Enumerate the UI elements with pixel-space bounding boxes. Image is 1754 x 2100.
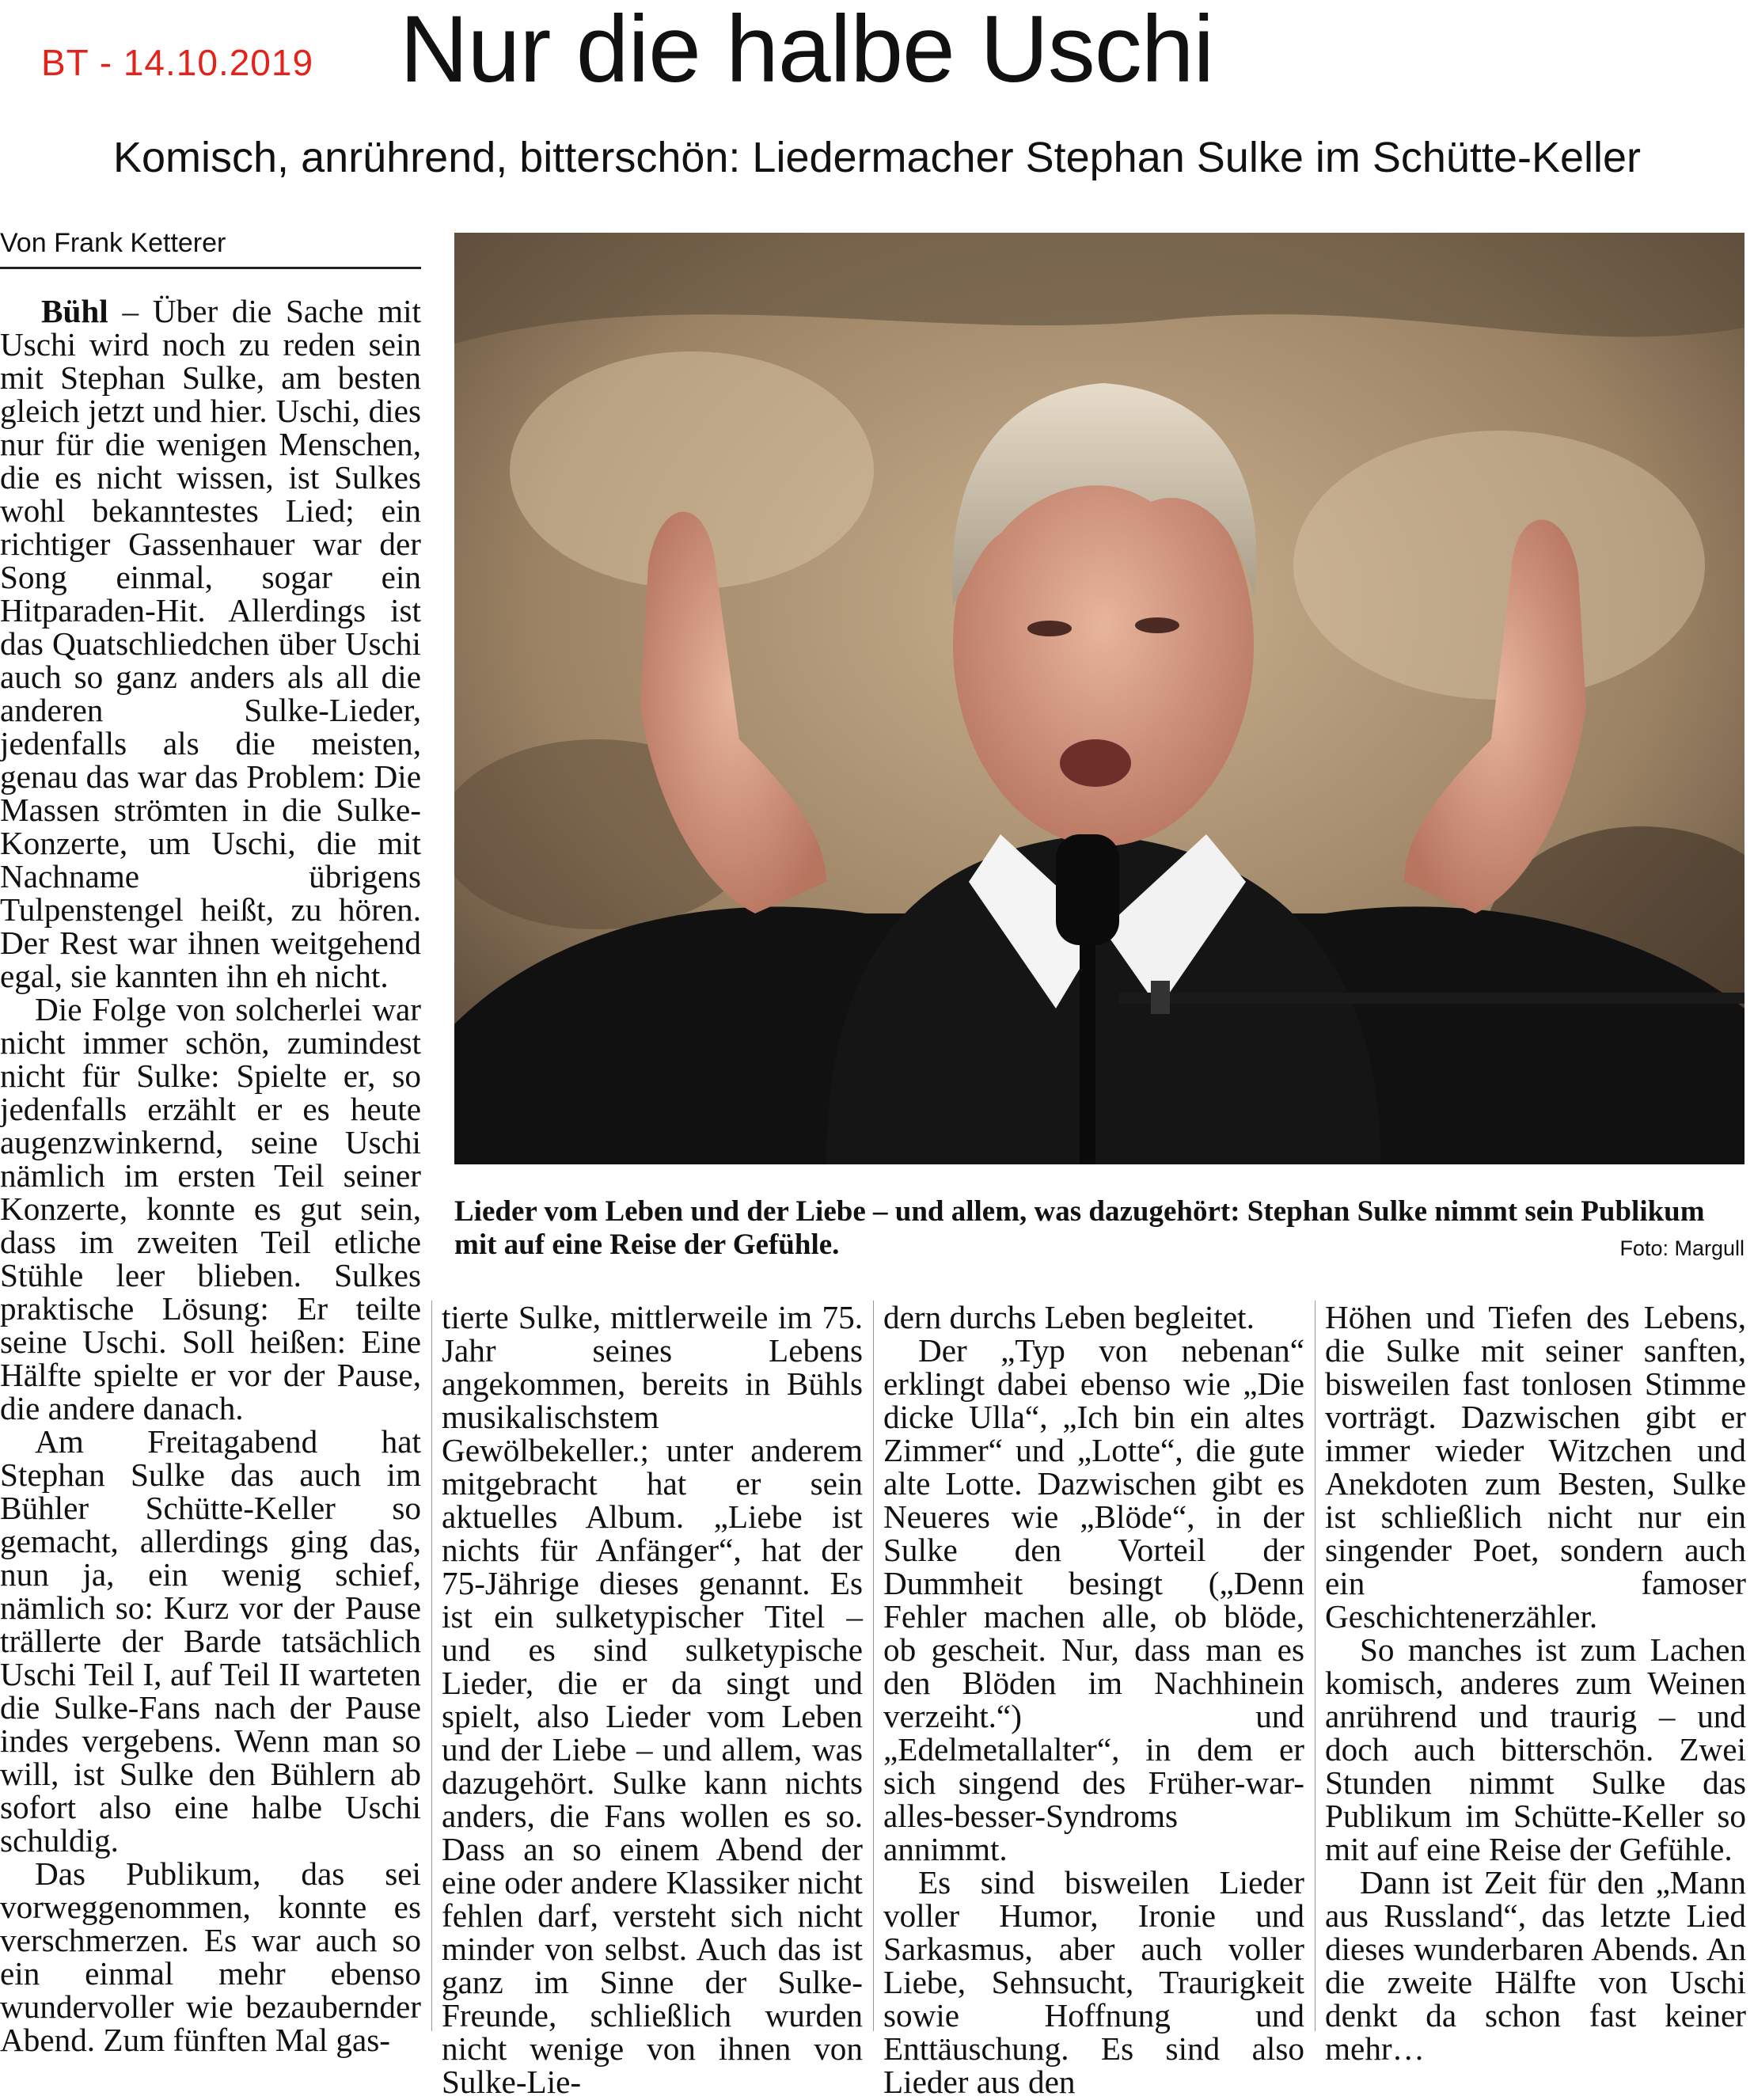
photo-credit: Foto: Margull (1619, 1236, 1745, 1260)
article-column-4 (1325, 1301, 1746, 2065)
article-paragraph: Es sind bisweilen Lieder voller Humor, Ironie und Sarkasmus, aber auch voller Liebe, Sehnsucht, Traurigkeit sowie Hoffnung und Enttäuschung. Es sind also Lieder aus den (883, 1864, 1304, 2100)
column-divider (873, 1301, 874, 2031)
paragraph-text: – Über die Sache mit Uschi wird noch zu reden sein mit Stephan Sulke, am besten gleich jetzt und hier. Uschi, dies nur für die wenigen Menschen, die es nicht wissen, ist Sulkes wohl bekanntestes Lied; ein richtiger Gassenhauer war der Song einmal, sogar ein Hitparaden-Hit. Allerdings ist das Quatschliedchen über Uschi auch so ganz anders als all die anderen Sulke-Lieder, jedenfalls als die meisten, genau das war das Problem: Die Massen strömten in die Sulke-Konzerte, um Uschi, die mit Nachname übrigens Tulpenstengel heißt, zu hören. Der Rest war ihnen weitgehend egal, sie kannten ihn eh nicht. (0, 293, 421, 994)
article-paragraph: Der „Typ von nebenan“ erklingt dabei ebenso wie „Die dicke Ulla“, „Ich bin ein altes Zimmer“ und „Lotte“, die gute alte Lotte. Dazwischen gibt es Neueres wie „Blöde“, in der Sulke den Vorteil der Dummheit besingt („Denn Fehler machen alle, ob blöde, ob gescheit. Nur, dass man es den Blöden im Nachhinein verzeiht.“) und „Edelmetallalter“, in dem er sich singend des Früher-war-alles-besser-Syndroms annimmt. (883, 1332, 1304, 1867)
photo-caption: Lieder vom Leben und der Liebe – und allem, was dazugehört: Stephan Sulke nimmt sein Publikum mit auf eine Reise der Gefühle. (454, 1195, 1705, 1261)
headline: Nur die halbe Uschi (400, 0, 1214, 102)
article-column-1 (0, 294, 421, 2056)
article-paragraph: tierte Sulke, mittlerweile im 75. Jahr seines Lebens angekommen, bereits in Bühls musikalischstem Gewölbekeller.; unter anderem mitgebracht hat er sein aktuelles Album. „Liebe ist nichts für Anfänger“, hat der 75-Jährige dieses genannt. Es ist ein sulketypischer Titel – und es sind sulketypische Lieder, die er da singt und spielt, also Lieder vom Leben und der Liebe – und allem, was dazugehört. Sulke kann nichts anders, die Fans wollen es so. Dass an so einem Abend der eine oder andere Klassiker nicht fehlen darf, versteht sich nicht minder von selbst. Auch das ist ganz im Sinne der Sulke-Freunde, schließlich wurden nicht wenige von ihnen von Sulke-Lie- (442, 1299, 863, 2100)
article-paragraph: dern durchs Leben begleitet. (883, 1299, 1255, 1335)
photo-singer-illustration (454, 233, 1745, 1164)
article-paragraph: Die Folge von solcherlei war nicht immer schön, zumindest nicht für Sulke: Spielte er, so jedenfalls erzählt er es heute augenzwinkernd, seine Uschi nämlich im ersten Teil seiner Konzerte, konnte es gut sein, dass im zweiten Teil etliche Stühle leer blieben. Sulkes praktische Lösung: Er teilte seine Uschi. Soll heißen: Eine Hälfte spielte er vor der Pause, die andere danach. (0, 991, 421, 1426)
article-paragraph: Das Publikum, das sei vorweggenommen, konnte es verschmerzen. Es war auch so ein einmal mehr ebenso wundervoller wie bezaubernder Abend. Zum fünften Mal gas- (0, 1855, 421, 2058)
byline: Von Frank Ketterer (0, 228, 421, 269)
article-column-3 (883, 1301, 1304, 2098)
article-paragraph: So manches ist zum Lachen komisch, anderes zum Weinen anrührend und traurig – und doch auch bitterschön. Zwei Stunden nimmt Sulke das Publikum im Schütte-Keller so mit auf eine Reise der Gefühle. (1325, 1631, 1746, 1867)
article-paragraph: Höhen und Tiefen des Lebens, die Sulke mit seiner sanften, bisweilen fast tonlosen Stimme vorträgt. Dazwischen gibt er immer wieder Witzchen und Anekdoten zum Besten, Sulke ist schließlich nicht nur ein singender Poet, sondern auch ein famoser Geschichtenerzähler. (1325, 1299, 1746, 1635)
column-divider (431, 1301, 432, 2031)
article-paragraph: Dann ist Zeit für den „Mann aus Russland“, das letzte Lied dieses wunderbaren Abends. An die zweite Hälfte von Uschi denkt da schon fast keiner mehr… (1325, 1864, 1746, 2067)
dateline: Bühl (41, 293, 108, 329)
article-column-2 (442, 1301, 863, 2098)
subheadline: Komisch, anrührend, bitterschön: Liedermacher Stephan Sulke im Schütte-Keller (113, 134, 1641, 181)
concert-photo (454, 233, 1745, 1164)
column-divider (1315, 1301, 1316, 2031)
article-paragraph (0, 294, 421, 993)
source-date-tag: BT - 14.10.2019 (41, 42, 314, 83)
article-paragraph: Am Freitagabend hat Stephan Sulke das auch im Bühler Schütte-Keller so gemacht, allerdings ging das, nun ja, ein wenig schief, nämlich so: Kurz vor der Pause trällerte der Barde tatsächlich Uschi Teil I, auf Teil II warteten die Sulke-Fans nach der Pause indes vergebens. Wenn man so will, ist Sulke den Bühlern ab sofort also eine halbe Uschi schuldig. (0, 1423, 421, 1859)
